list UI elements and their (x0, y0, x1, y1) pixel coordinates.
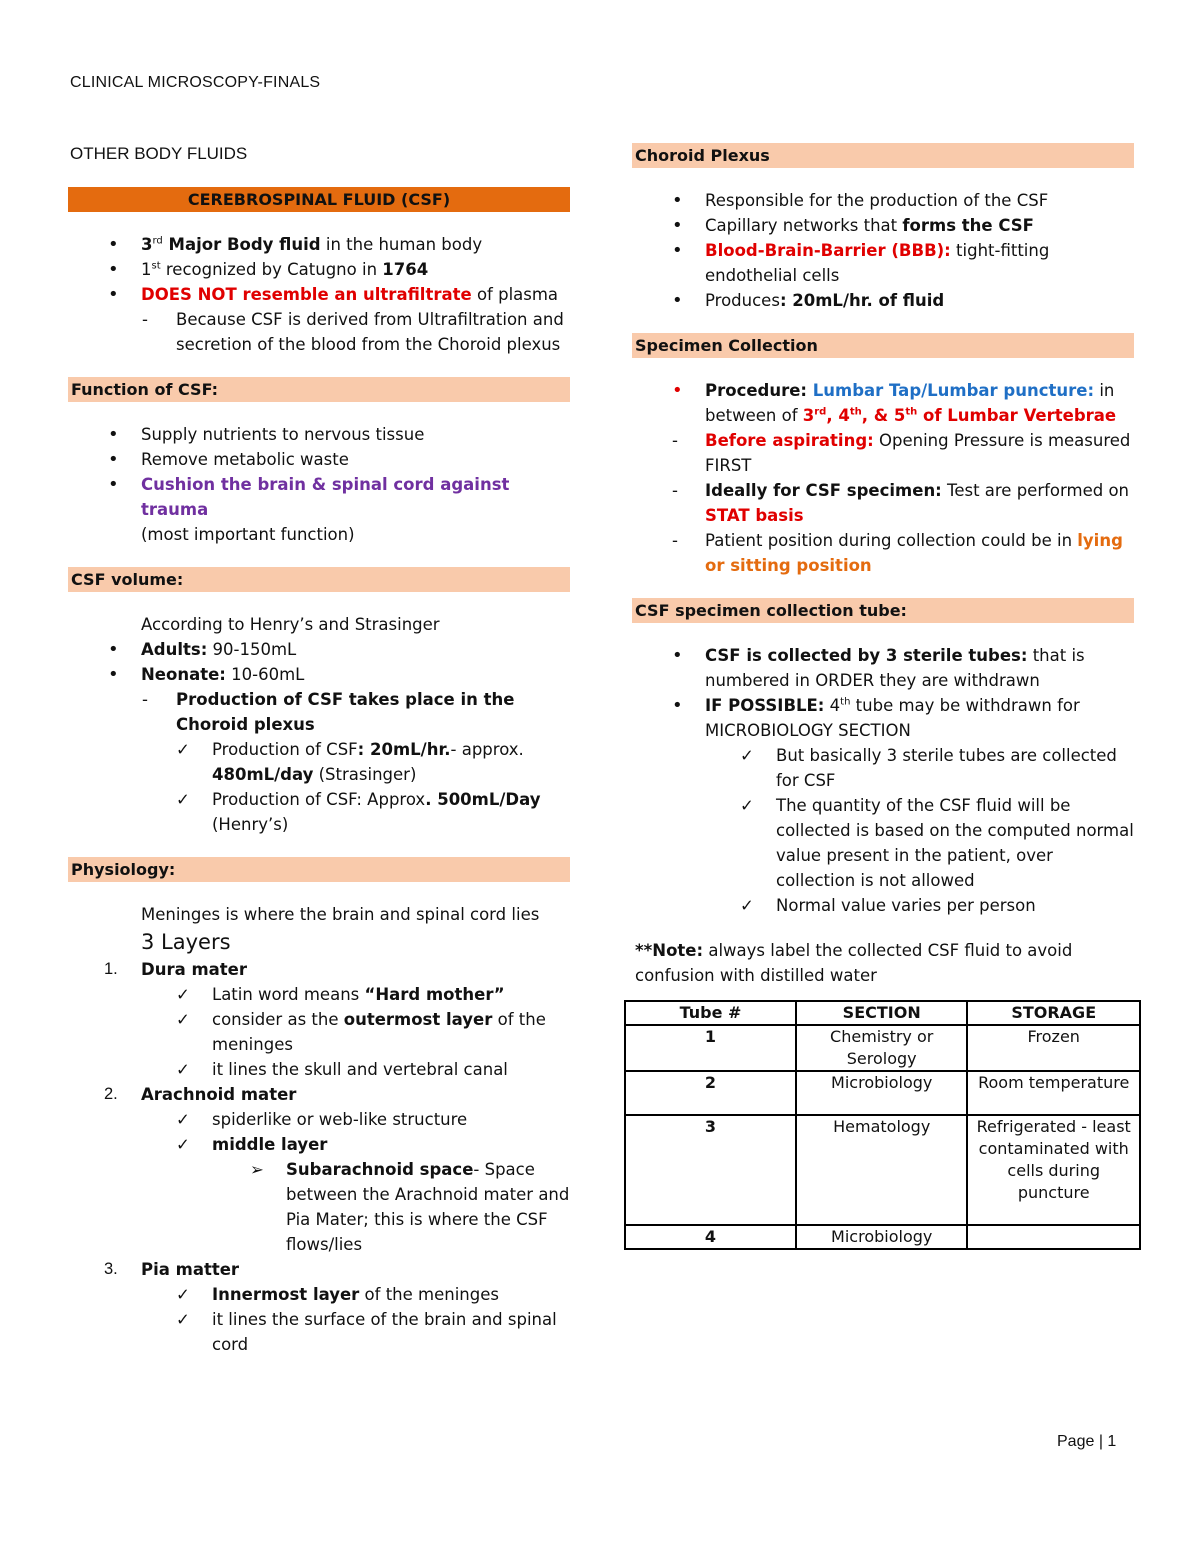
bullet-icon: • (108, 639, 119, 660)
document-title: CLINICAL MICROSCOPY-FINALS (70, 74, 321, 91)
bullet-icon: • (672, 215, 683, 236)
check-item: ✓ Production of CSF: 20mL/hr.- approx. 480mL/day (Strasinger) (68, 737, 570, 787)
table-cell: Chemistry or Serology (796, 1025, 967, 1071)
table-row (625, 1025, 1140, 1071)
choroid-list (632, 188, 1134, 313)
tube-table (624, 1000, 1141, 1250)
volume-bar: CSF volume: (68, 567, 570, 592)
list-item: • DOES NOT resemble an ultrafiltrate of plasma (108, 284, 559, 305)
check-icon: ✓ (176, 1310, 190, 1329)
sub-item: - Because CSF is derived from Ultrafiltration and secretion of the blood from the Choroid plexus (142, 310, 564, 354)
table-header: SECTION (796, 1001, 967, 1025)
physiology-intro: Meninges is where the brain and spinal cord lies (141, 905, 540, 924)
list-item: • IF POSSIBLE: 4th tube may be withdrawn for MICROBIOLOGY SECTION (672, 695, 1080, 740)
physiology-block (68, 902, 570, 1357)
table-cell: Microbiology (796, 1225, 967, 1249)
list-item: • Produces: 20mL/hr. of fluid (672, 290, 945, 311)
check-item: ✓ But basically 3 sterile tubes are collected for CSF (632, 743, 1134, 793)
arrow-icon: ➢ (250, 1160, 264, 1179)
function-bar: Function of CSF: (68, 377, 570, 402)
list-item: • Cushion the brain & spinal cord against trauma (most important function) (108, 474, 510, 544)
bullet-icon: • (108, 474, 119, 495)
bullet-icon: • (108, 284, 119, 305)
bullet-icon: • (672, 645, 683, 666)
bullet-icon: • (108, 664, 119, 685)
bullet-icon: • (108, 234, 119, 255)
check-icon: ✓ (740, 796, 754, 815)
list-item: • Remove metabolic waste (108, 449, 349, 470)
sub-item: - Patient position during collection could be in lying or sitting position (672, 531, 1123, 575)
check-icon: ✓ (176, 985, 190, 1004)
layers-heading: 3 Layers (141, 930, 231, 954)
check-item: ✓ middle layer (68, 1132, 570, 1157)
choroid-bar: Choroid Plexus (632, 143, 1134, 168)
check-item: ✓ Production of CSF: Approx. 500mL/Day (Henry’s) (68, 787, 570, 837)
list-item: • Adults: 90-150mL (108, 639, 297, 660)
sub-item: - Before aspirating: Opening Pressure is measured FIRST (672, 431, 1131, 475)
page-number: Page | 1 (1057, 1433, 1117, 1450)
table-row (625, 1115, 1140, 1225)
note: **Note: always label the collected CSF fluid to avoid confusion with distilled water (635, 941, 1073, 985)
bullet-icon: • (108, 449, 119, 470)
bullet-icon: • (672, 190, 683, 211)
list-item: • Neonate: 10-60mL (108, 664, 305, 685)
list-item: • Responsible for the production of the CSF (672, 190, 1049, 211)
arrow-item: ➢ Subarachnoid space- Space between the Arachnoid mater and Pia Mater; this is where the CSF flows/lies (68, 1157, 570, 1257)
volume-block (68, 612, 570, 837)
volume-intro: According to Henry’s and Strasinger (141, 615, 440, 634)
tube-block (632, 643, 1134, 918)
check-item: ✓ The quantity of the CSF fluid will be collected is based on the computed normal value present in the patient, over collection is not allowed (632, 793, 1134, 893)
check-item: ✓ it lines the skull and vertebral canal (68, 1057, 570, 1082)
list-item: • Capillary networks that forms the CSF (672, 215, 1034, 236)
check-item: ✓ consider as the outermost layer of the meninges (68, 1007, 570, 1057)
table-cell: 4 (625, 1225, 796, 1249)
sub-item: - Production of CSF takes place in the Choroid plexus (142, 690, 515, 734)
bullet-icon: • (108, 259, 119, 280)
check-icon: ✓ (176, 1010, 190, 1029)
right-column (632, 143, 1134, 988)
list-item: • Supply nutrients to nervous tissue (108, 424, 425, 445)
table-row (625, 1071, 1140, 1115)
table-cell: 3 (625, 1115, 796, 1225)
list-item: • Procedure: Lumbar Tap/Lumbar puncture: in between of 3rd, 4th, & 5th of Lumbar Vertebrae (672, 380, 1117, 425)
list-item: • 1st recognized by Catugno in 1764 (108, 259, 429, 280)
function-list (68, 422, 570, 547)
table-row (625, 1225, 1140, 1249)
section-title: OTHER BODY FLUIDS (70, 144, 248, 163)
csf-bar: CEREBROSPINAL FLUID (CSF) (68, 187, 570, 212)
check-item: ✓ spiderlike or web-like structure (68, 1107, 570, 1132)
bullet-icon: • (108, 424, 119, 445)
check-icon: ✓ (176, 740, 190, 759)
check-icon: ✓ (176, 1060, 190, 1079)
list-item: 2. Arachnoid mater (104, 1085, 297, 1104)
table-cell: Refrigerated - least contaminated with cells during puncture (967, 1115, 1140, 1225)
table-header-row (625, 1001, 1140, 1025)
list-item: • CSF is collected by 3 sterile tubes: that is numbered in ORDER they are withdrawn (672, 645, 1085, 690)
check-icon: ✓ (740, 746, 754, 765)
list-item: • Blood-Brain-Barrier (BBB): tight-fitting endothelial cells (672, 240, 1050, 285)
table-cell: Room temperature (967, 1071, 1140, 1115)
check-icon: ✓ (740, 896, 754, 915)
list-item: 1. Dura mater (104, 960, 248, 979)
check-item: ✓ Normal value varies per person (632, 893, 1134, 918)
bullet-icon: • (672, 240, 683, 261)
check-icon: ✓ (176, 790, 190, 809)
table-cell: Microbiology (796, 1071, 967, 1115)
check-icon: ✓ (176, 1135, 190, 1154)
list-item: 3. Pia matter (104, 1260, 240, 1279)
list-item: • 3rd Major Body fluid in the human body (108, 234, 483, 255)
csf-list (68, 232, 570, 357)
collection-bar: Specimen Collection (632, 333, 1134, 358)
collection-block (632, 378, 1134, 578)
sub-item: - Ideally for CSF specimen: Test are performed on STAT basis (672, 481, 1130, 525)
check-item: ✓ Innermost layer of the meninges (68, 1282, 570, 1307)
bullet-icon: • (672, 290, 683, 311)
bullet-icon: • (672, 380, 683, 401)
left-column (68, 143, 570, 1357)
table-cell: 2 (625, 1071, 796, 1115)
table-header: Tube # (625, 1001, 796, 1025)
table-cell: Hematology (796, 1115, 967, 1225)
table-cell (967, 1225, 1140, 1249)
table-header: STORAGE (967, 1001, 1140, 1025)
bullet-icon: • (672, 695, 683, 716)
check-icon: ✓ (176, 1110, 190, 1129)
check-item: ✓ it lines the surface of the brain and spinal cord (68, 1307, 570, 1357)
check-item: ✓ Latin word means “Hard mother” (68, 982, 570, 1007)
tube-bar: CSF specimen collection tube: (632, 598, 1134, 623)
physiology-bar: Physiology: (68, 857, 570, 882)
table-cell: Frozen (967, 1025, 1140, 1071)
check-icon: ✓ (176, 1285, 190, 1304)
table-cell: 1 (625, 1025, 796, 1071)
